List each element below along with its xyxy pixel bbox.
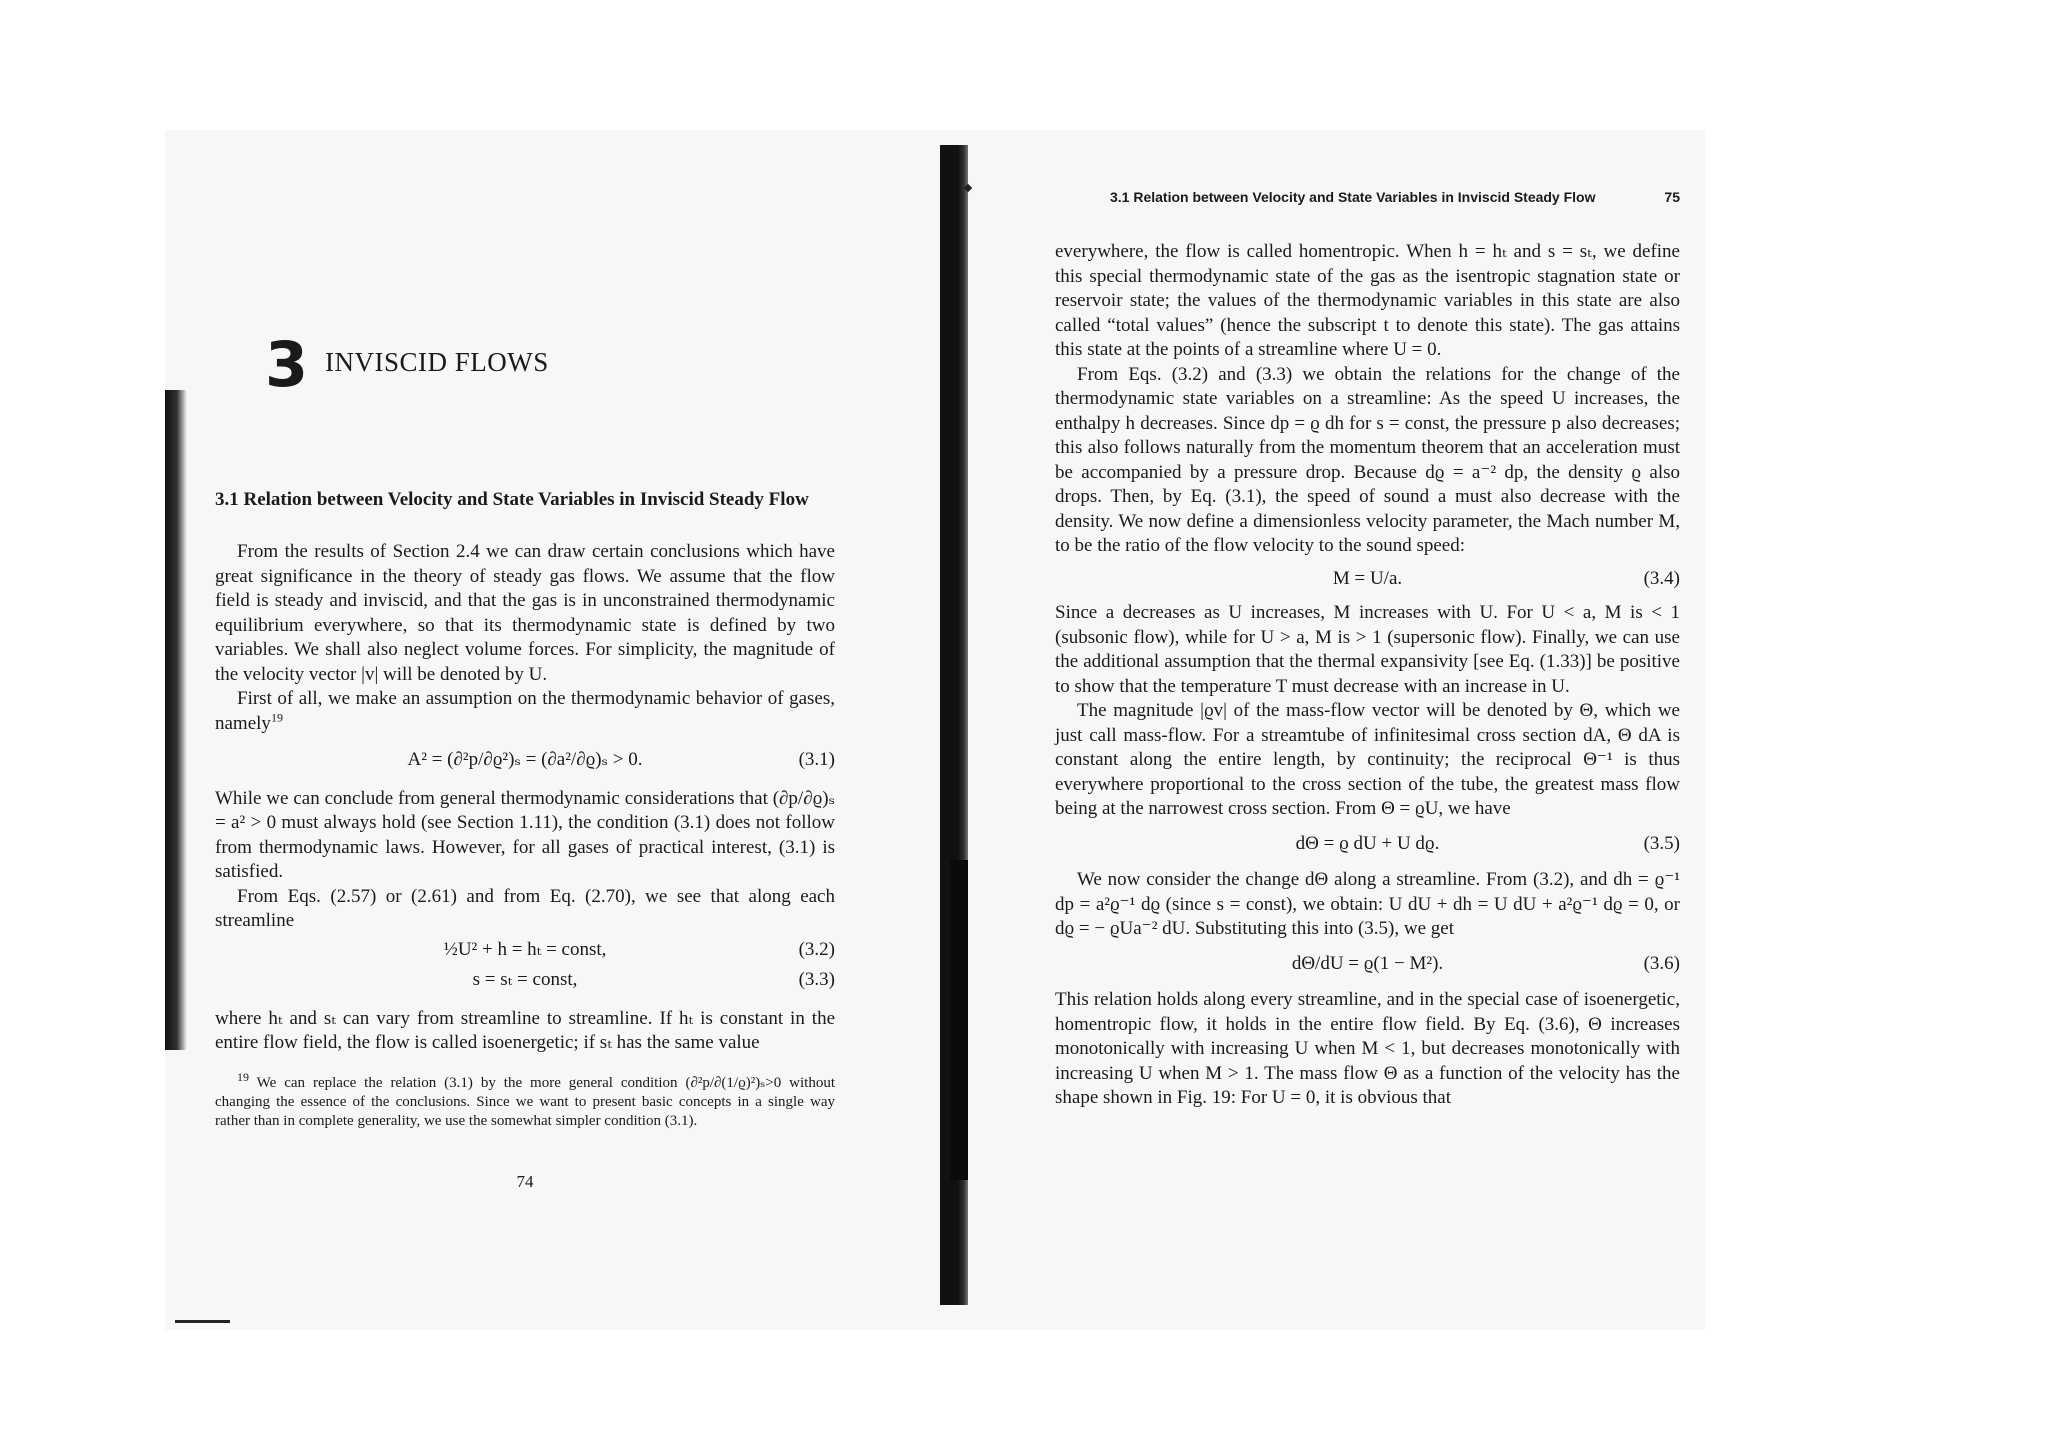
chapter-number: 3	[265, 328, 309, 401]
equation	[215, 968, 835, 993]
paragraph: everywhere, the flow is called homentropic. When h = hₜ and s = sₜ, we define this special thermodynamic state of the gas as the isentropic stagnation state or reservoir state; the values of the thermodynamic variables in this state are also called “total values” (hence the subscript t to denote this state). The gas attains this state at the points of a streamline where U = 0.	[1055, 241, 1680, 360]
left-page	[215, 160, 835, 1200]
right-body	[1055, 240, 1680, 1111]
equation-number: (3.1)	[798, 749, 835, 770]
paragraph: where hₜ and sₜ can vary from streamline to streamline. If hₜ is constant in the entire flow field, the flow is called isoenergetic; if sₜ has the same value	[215, 1007, 835, 1053]
equation	[215, 938, 835, 963]
paragraph: We now consider the change dΘ along a streamline. From (3.2), and dh = ϱ⁻¹ dp = a²ϱ⁻¹ dϱ (since s = const), we obtain: U dU + dh = U dU + a²ϱ⁻¹ dϱ = 0, or dϱ = − ϱUa⁻² dU. Substituting this into (3.5), we get	[1055, 869, 1680, 939]
equation-body: dΘ = ϱ dU + U dϱ.	[1295, 832, 1440, 854]
equation	[1055, 567, 1680, 592]
equation-body: ½U² + h = hₜ = const,	[443, 938, 607, 960]
running-head-title: 3.1 Relation between Velocity and State Variables in Inviscid Steady Flow	[1110, 189, 1596, 205]
section-heading: 3.1 Relation between Velocity and State Variables in Inviscid Steady Flow	[215, 489, 809, 510]
page-number: 74	[516, 1172, 534, 1191]
left-body	[215, 540, 835, 1131]
equation-number: (3.2)	[798, 938, 835, 960]
footnote-mark: 19	[237, 1069, 249, 1084]
equation-body: s = sₜ = const,	[472, 969, 578, 990]
equation	[215, 748, 835, 773]
equation-number: (3.6)	[1643, 952, 1680, 974]
page-number: 75	[1664, 189, 1680, 205]
equation-number: (3.4)	[1643, 567, 1680, 589]
paragraph: The magnitude |ϱv| of the mass-flow vector will be denoted by Θ, which we just call mass-flow. For a streamtube of infinitesimal cross section dA, Θ dA is constant along the entire length, by continuity; the reciprocal Θ⁻¹ is thus everywhere proportional to the cross section of the tube, the greatest mass flow being at the narrowest cross section. From Θ = ϱU, we have	[1055, 700, 1680, 819]
paragraph: From Eqs. (2.57) or (2.61) and from Eq. (2.70), we see that along each streamline	[215, 885, 835, 931]
paragraph: From Eqs. (3.2) and (3.3) we obtain the relations for the change of the thermodynamic state variables on a streamline: As the speed U increases, the enthalpy h decreases. Since dp = ϱ dh for s = const, the pressure p also decreases; this also follows naturally from the momentum theorem that an acceleration must be accompanied by a pressure drop. Because dϱ = a⁻² dp, the density ϱ also drops. Then, by Eq. (3.1), the speed of sound a must also decrease with the density. We now define a dimensionless velocity parameter, the Mach number M, to be the ratio of the flow velocity to the sound speed:	[1055, 363, 1680, 556]
book-gutter-shadow-lower	[950, 860, 968, 1180]
equation-body: A² = (∂²p/∂ϱ²)ₛ = (∂a²/∂ϱ)ₛ > 0.	[407, 749, 643, 770]
footnote: $^{19}$ We can replace the relation (3.1) by the more general condition (∂²p/∂(1/ϱ)²)ₛ>0 without changing the essence of the conclusions. Since we want to present basic concepts in a single way rather than in complete generality, we use the somewhat simpler condition (3.1).	[215, 1069, 835, 1129]
running-head	[1110, 185, 1680, 210]
equation-number: (3.5)	[1643, 832, 1680, 854]
scan-mark	[175, 1320, 230, 1323]
equation	[1055, 832, 1680, 857]
equation-body: M = U/a.	[1332, 567, 1403, 589]
equation	[1055, 952, 1680, 977]
right-page	[1055, 160, 1680, 1160]
scan-shadow-left	[165, 390, 187, 1050]
chapter-title: INVISCID FLOWS	[325, 347, 549, 377]
paragraph: Since a decreases as U increases, M increases with U. For U < a, M is < 1 (subsonic flow), while for U > a, M is > 1 (supersonic flow). Finally, we can use the additional assumption that the thermal expansivity [see Eq. (1.33)] be positive to show that the temperature T must decrease with an increase in U.	[1055, 602, 1680, 697]
paragraph: First of all, we make an assumption on the thermodynamic behavior of gases, namely$^{19}$	[215, 688, 835, 734]
equation-number: (3.3)	[798, 969, 835, 990]
paragraph: This relation holds along every streamline, and in the special case of isoenergetic, homentropic flow, it holds in the entire flow field. By Eq. (3.6), Θ increases monotonically with increasing U when M < 1, but decreases monotonically with increasing U when M > 1. The mass flow Θ as a function of the velocity has the shape shown in Fig. 19: For U = 0, it is obvious that	[1055, 989, 1680, 1108]
paragraph: While we can conclude from general thermodynamic considerations that (∂p/∂ϱ)ₛ = a² > 0 must always hold (see Section 1.11), the condition (3.1) does not follow from thermodynamic laws. However, for all gases of practical interest, (3.1) is satisfied.	[215, 787, 835, 882]
equation-body: dΘ/dU = ϱ(1 − M²).	[1291, 952, 1444, 974]
paragraph: From the results of Section 2.4 we can draw certain conclusions which have great significance in the theory of steady gas flows. We assume that the flow field is steady and inviscid, and that the gas is in unconstrained thermodynamic equilibrium everywhere, so that its thermodynamic state is defined by two variables. We shall also neglect volume forces. For simplicity, the magnitude of the velocity vector |v| will be denoted by U.	[215, 541, 835, 685]
footnote-ref: 19	[270, 710, 283, 725]
